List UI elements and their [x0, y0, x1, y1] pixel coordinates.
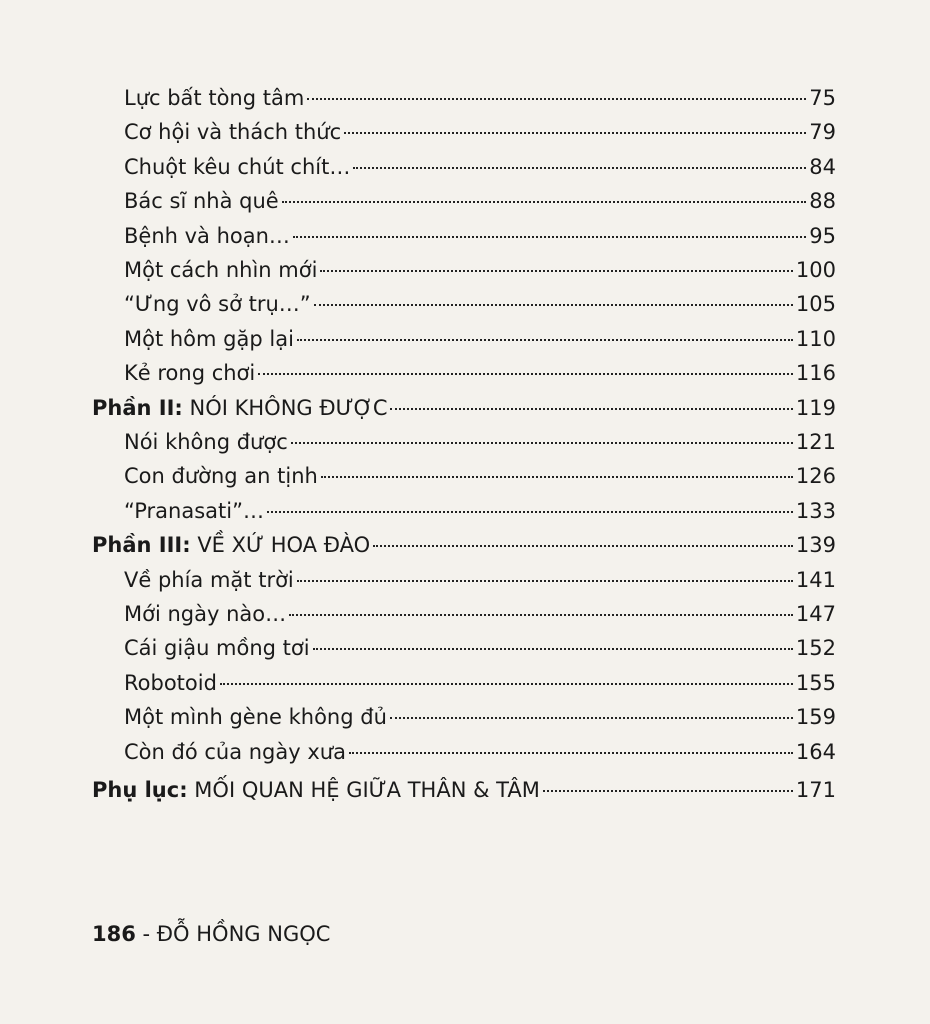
toc-page-number: 164	[795, 739, 836, 764]
toc-entry-title	[124, 634, 310, 662]
toc-entry	[124, 325, 836, 353]
toc-page-number: 147	[795, 602, 836, 626]
toc-title-text: Kẻ rong chơi	[124, 361, 256, 386]
toc-entry	[124, 703, 836, 731]
toc-entry-title	[124, 462, 318, 490]
toc-page-number: 152	[795, 636, 836, 661]
toc-title-text: Về phía mặt trời	[124, 567, 294, 592]
dot-leader	[353, 167, 806, 169]
toc-part-label: Phần III:	[92, 533, 191, 558]
dot-leader	[321, 476, 793, 478]
toc-page-number: 105	[795, 292, 836, 317]
dot-leader	[220, 683, 793, 685]
dot-leader	[297, 339, 793, 341]
toc-entry	[124, 84, 836, 112]
toc-entry-title	[124, 497, 264, 525]
toc-entry-title	[124, 118, 341, 146]
toc-entry-title	[124, 84, 304, 112]
toc-entry	[124, 600, 836, 628]
toc-entry	[124, 290, 836, 318]
toc-title-text: Một hôm gặp lại	[124, 326, 294, 351]
toc-page-number: 88	[809, 189, 836, 214]
toc-entry	[124, 187, 836, 215]
dot-leader	[390, 408, 792, 410]
toc-page-number: 110	[795, 326, 836, 351]
dot-leader	[289, 614, 793, 616]
dot-leader	[297, 580, 793, 582]
toc-page-number: 171	[795, 778, 836, 802]
dot-leader	[291, 442, 793, 444]
toc-entry-title	[92, 394, 387, 422]
toc-entry-title	[124, 256, 317, 284]
toc-entry-title	[124, 738, 346, 766]
toc-title-text: Cơ hội và thách thức	[124, 120, 342, 145]
toc-entry-title	[124, 359, 255, 387]
toc-entry	[124, 359, 836, 387]
toc-title-text: Bác sĩ nhà quê	[124, 189, 279, 214]
dot-leader	[314, 304, 793, 306]
toc-title-text: NÓI KHÔNG ĐƯỢC	[189, 395, 388, 420]
toc-entry-title	[124, 325, 294, 353]
toc-page-number: 95	[809, 223, 836, 248]
toc-entry	[124, 153, 836, 181]
toc-title-text: Lực bất tòng tâm	[124, 86, 305, 110]
toc-entry-title	[124, 428, 288, 456]
toc-entry-title	[124, 153, 350, 181]
toc-page-number: 75	[809, 86, 836, 110]
toc-entry	[124, 428, 836, 456]
footer-author: ĐỖ HỒNG NGỌC	[156, 922, 331, 946]
toc-page-number: 100	[795, 258, 836, 282]
toc-title-text: Robotoid	[124, 670, 217, 695]
footer-separator: -	[135, 922, 157, 946]
toc-page-number: 121	[795, 430, 836, 454]
toc-title-text: Một mình gène không đủ	[124, 705, 387, 730]
dot-leader	[320, 270, 793, 272]
toc-part-heading	[92, 531, 836, 559]
dot-leader	[373, 545, 793, 547]
toc-entry	[124, 256, 836, 284]
toc-title-text: Con đường an tịnh	[124, 464, 318, 489]
toc-page-number: 155	[795, 670, 836, 695]
toc-page-number: 84	[809, 154, 836, 179]
toc-part-label: Phần II:	[92, 395, 183, 420]
dot-leader	[543, 790, 793, 792]
toc-entry	[124, 118, 836, 146]
toc-title-text: VỀ XỨ HOA ĐÀO	[197, 533, 371, 558]
toc-page-number: 119	[795, 395, 836, 420]
dot-leader	[258, 373, 793, 375]
toc-entry	[124, 738, 836, 766]
toc-part-heading	[92, 776, 836, 804]
toc-title-text: Mới ngày nào…	[124, 602, 287, 626]
dot-leader	[344, 132, 806, 134]
dot-leader	[307, 98, 806, 100]
dot-leader	[313, 648, 793, 650]
toc-page-number: 141	[795, 567, 836, 592]
toc-entry-title	[124, 703, 387, 731]
toc-entry	[124, 566, 836, 594]
toc-part-label: Phụ lục:	[92, 778, 188, 802]
toc-title-text: Cái giậu mồng tơi	[124, 636, 310, 661]
toc-title-text: Nói không được	[124, 430, 288, 454]
toc-entry-title	[124, 669, 217, 697]
page-footer	[92, 920, 330, 948]
toc-entry	[124, 222, 836, 250]
dot-leader	[349, 752, 793, 754]
toc-entry	[124, 669, 836, 697]
dot-leader	[293, 236, 806, 238]
toc-entry-title	[124, 600, 286, 628]
toc-page-number: 159	[795, 705, 836, 730]
toc-entry	[124, 462, 836, 490]
toc-title-text: Bệnh và hoạn…	[124, 223, 290, 248]
toc-page-number: 116	[795, 361, 836, 386]
dot-leader	[282, 201, 807, 203]
toc-entry-title	[124, 290, 311, 318]
dot-leader	[390, 717, 793, 719]
toc-entry-title	[92, 531, 370, 559]
toc-entry-title	[124, 187, 279, 215]
toc-entry	[124, 634, 836, 662]
footer-page-number: 186	[92, 922, 136, 946]
toc-entry	[124, 497, 836, 525]
toc-title-text: Còn đó của ngày xưa	[124, 739, 346, 764]
toc-entry-title	[124, 222, 290, 250]
toc-part-heading	[92, 394, 836, 422]
toc-entry-title	[92, 776, 540, 804]
toc-title-text: Một cách nhìn mới	[124, 258, 318, 282]
toc-title-text: “Pranasati”…	[124, 498, 264, 523]
toc-title-text: “Ưng vô sở trụ…”	[124, 292, 311, 317]
toc-page-number: 79	[809, 120, 836, 145]
toc-page-number: 126	[795, 464, 836, 489]
toc-entry-title	[124, 566, 294, 594]
dot-leader	[267, 511, 793, 513]
toc-page-number: 139	[795, 533, 836, 558]
toc-page-number: 133	[795, 498, 836, 523]
toc-title-text: Chuột kêu chút chít…	[124, 154, 351, 179]
toc-title-text: MỐI QUAN HỆ GIỮA THÂN & TÂM	[194, 778, 540, 802]
